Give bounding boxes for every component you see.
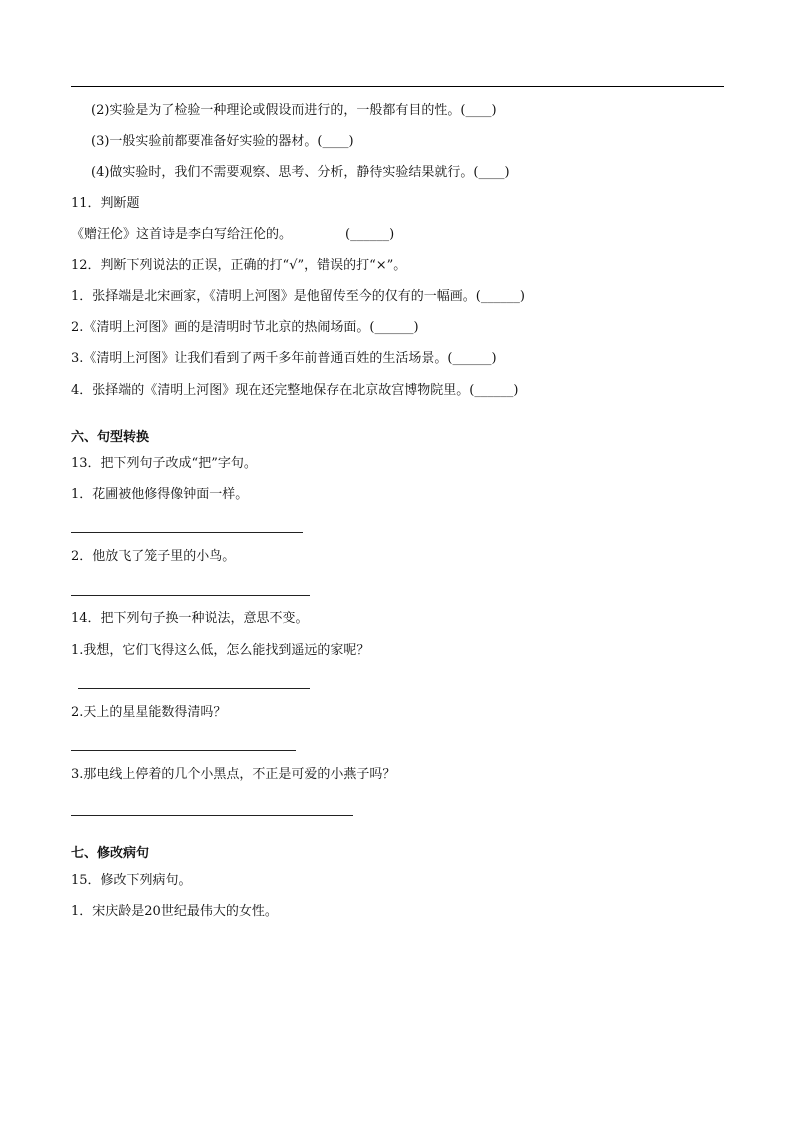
- q14-answer-line-2[interactable]: [71, 750, 296, 751]
- q10-item-4: (4)做实验时，我们不需要观察、思考、分析，静待实验结果就行。(____): [91, 165, 510, 180]
- q13-answer-line-2[interactable]: [71, 595, 310, 596]
- q13-item-2: 2．他放飞了笼子里的小鸟。: [71, 549, 236, 564]
- q14-answer-line-1[interactable]: [78, 688, 310, 689]
- q10-item-2: (2)实验是为了检验一种理论或假设而进行的，一般都有目的性。(____): [91, 103, 497, 118]
- q13-item-1: 1．花圃被他修得像钟面一样。: [71, 487, 249, 502]
- q14-item-3: 3.那电线上停着的几个小黑点，不正是可爱的小燕子吗？: [71, 767, 396, 782]
- q11-statement: 《赠汪伦》这首诗是李白写给汪伦的。: [71, 227, 293, 242]
- q14-answer-line-3[interactable]: [71, 815, 353, 816]
- section7-heading: 七、修改病句: [71, 846, 150, 861]
- q10-item-3: (3)一般实验前都要准备好实验的器材。(____): [91, 134, 354, 149]
- q14-title: 14．把下列句子换一种说法，意思不变。: [71, 611, 309, 626]
- section6-heading: 六、句型转换: [71, 430, 150, 445]
- q12-item-2: 2.《清明上河图》画的是清明时节北京的热闹场面。(______): [71, 320, 419, 335]
- q12-title: 12．判断下列说法的正误，正确的打“√”，错误的打“×”。: [71, 258, 407, 273]
- q11-answer-blank[interactable]: (______): [345, 227, 395, 242]
- q13-title: 13．把下列句子改成“把”字句。: [71, 456, 257, 471]
- q12-item-3: 3.《清明上河图》让我们看到了两千多年前普通百姓的生活场景。(______): [71, 351, 497, 366]
- header-rule: [71, 86, 724, 87]
- q13-answer-line-1[interactable]: [71, 532, 303, 533]
- q15-title: 15．修改下列病句。: [71, 873, 192, 888]
- q14-item-2: 2.天上的星星能数得清吗？: [71, 705, 227, 720]
- q12-item-1: 1．张择端是北宋画家，《清明上河图》是他留传至今的仅有的一幅画。(______): [71, 289, 525, 304]
- q12-item-4: 4．张择端的《清明上河图》现在还完整地保存在北京故宫博物院里。(______): [71, 383, 519, 398]
- q11-title: 11．判断题: [71, 196, 140, 211]
- q14-item-1: 1.我想，它们飞得这么低，怎么能找到遥远的家呢？: [71, 643, 370, 658]
- q15-item-1: 1．宋庆龄是20世纪最伟大的女性。: [71, 904, 278, 919]
